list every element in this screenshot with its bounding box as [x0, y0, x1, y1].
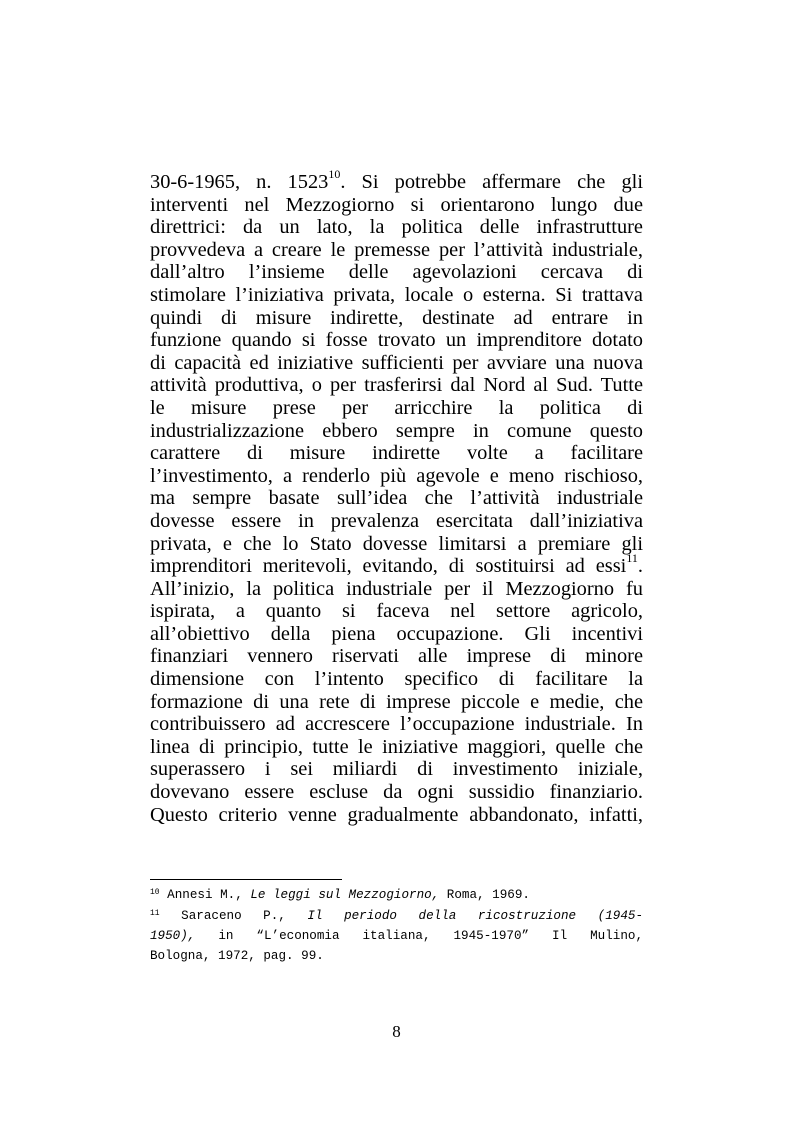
text-line: attività produttiva, o per trasferirsi dal Nord al Sud. Tutte	[150, 374, 643, 397]
text-line: interventi nel Mezzogiorno si orientarono lungo due	[150, 193, 643, 216]
body-text	[150, 167, 643, 826]
text-line: dovevano essere escluse da ogni sussidio finanziario.	[150, 781, 643, 804]
footnote-10: $^{10}$ Annesi M., Le leggi sul Mezzogiorno, Roma, 1969.	[150, 888, 530, 902]
text-line: Questo criterio venne gradualmente abbandonato, infatti,	[150, 803, 643, 826]
text-line: dall’altro l’insieme delle agevolazioni cercava di	[150, 261, 643, 284]
text-line: carattere di misure indirette volte a facilitare	[150, 442, 643, 465]
text-line: 30-6-1965, n. 1523$^{10}$. Si potrebbe affermare che gli	[150, 167, 643, 193]
text-line: direttrici: da un lato, la politica delle infrastrutture	[150, 216, 643, 239]
text-line: funzione quando si fosse trovato un imprenditore dotato	[150, 329, 643, 352]
footnote-ref-11[interactable]: 11	[626, 551, 638, 566]
text-line: l’investimento, a renderlo più agevole e meno rischioso,	[150, 464, 643, 487]
text-line: contribuissero ad accrescere l’occupazione industriale. In	[150, 713, 643, 736]
text-line: formazione di una rete di imprese piccole e medie, che	[150, 690, 643, 713]
text-line: industrializzazione ebbero sempre in comune questo	[150, 419, 643, 442]
text-line: ispirata, a quanto si faceva nel settore agricolo,	[150, 600, 643, 623]
text-line: dovesse essere in prevalenza esercitata dall’iniziativa	[150, 509, 643, 532]
text-line: le misure prese per arricchire la politica di	[150, 396, 643, 419]
text-line: stimolare l’iniziativa privata, locale o esterna. Si trattava	[150, 283, 643, 306]
footnote-11-end: Bologna, 1972, pag. 99.	[150, 948, 324, 963]
text-line: provvedeva a creare le premesse per l’attività industriale,	[150, 238, 643, 261]
footnotes	[150, 886, 643, 966]
text-line: imprenditori meritevoli, evitando, di sostituirsi ad essi$^{11}$.	[150, 551, 643, 578]
footnote-ref-10[interactable]: 10	[328, 167, 341, 182]
text-line: ma sempre basate sull’idea che l’attività industriale	[150, 487, 643, 510]
text-line: dimensione con l’intento specifico di facilitare la	[150, 668, 643, 691]
footnote-11: $^{11}$ Saraceno P., Il periodo della ricostruzione (1945-	[150, 908, 643, 923]
text-line: di capacità ed iniziative sufficienti per avviare una nuova	[150, 351, 643, 374]
footnote-separator	[150, 879, 342, 880]
text-line: privata, e che lo Stato dovesse limitarsi a premiare gli	[150, 532, 643, 555]
text-line: quindi di misure indirette, destinate ad entrare in	[150, 306, 643, 329]
text-line: finanziari vennero riservati alle imprese di minore	[150, 645, 643, 668]
text-line: linea di principio, tutte le iniziative maggiori, quelle che	[150, 735, 643, 758]
page-number: 8	[392, 1022, 401, 1041]
text-line: superassero i sei miliardi di investimento iniziale,	[150, 758, 643, 781]
text-line: all’obiettivo della piena occupazione. Gli incentivi	[150, 622, 643, 645]
text-line: All’inizio, la politica industriale per il Mezzogiorno fu	[150, 577, 643, 600]
footnote-11-cont: 1950), in “L’economia italiana, 1945-1970” Il Mulino,	[150, 929, 643, 944]
